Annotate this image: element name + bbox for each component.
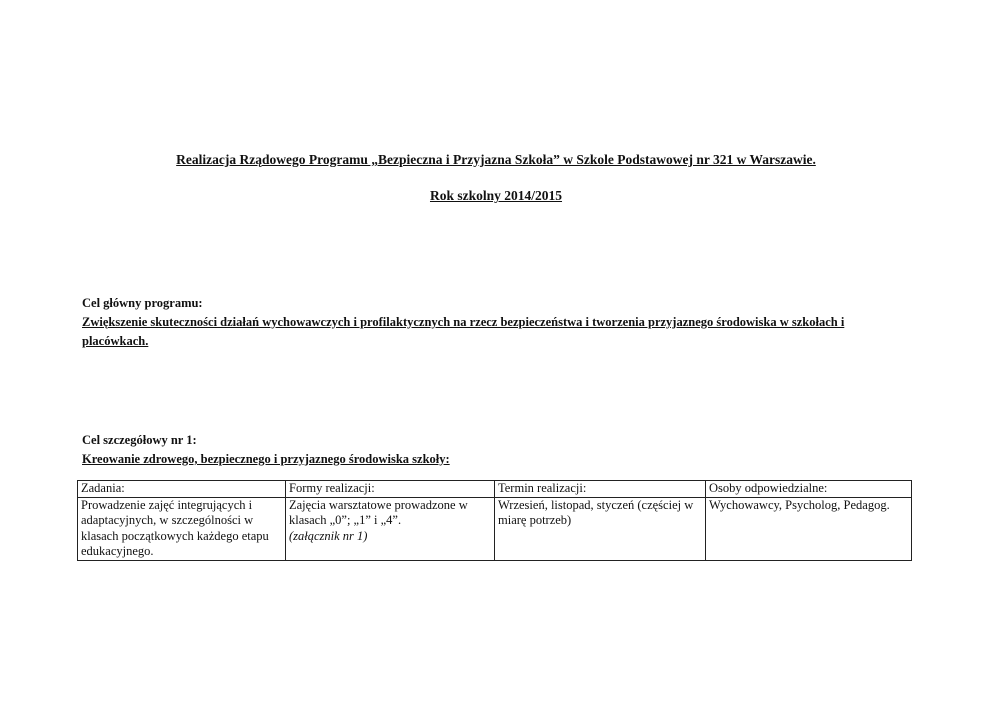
column-header-term: Termin realizacji: — [495, 481, 706, 498]
main-goal-heading: Cel główny programu: — [82, 296, 203, 310]
cell-term: Wrzesień, listopad, styczeń (częściej w miarę potrzeb) — [495, 497, 706, 560]
cell-task: Prowadzenie zajęć integrujących i adaptacyjnych, w szczególności w klasach początkowych każdego etapu edukacyjnego. — [78, 497, 286, 560]
tasks-table — [77, 480, 912, 561]
specific-goal-section — [82, 431, 902, 469]
specific-goal-text: Kreowanie zdrowego, bezpiecznego i przyjaznego środowiska szkoły: — [82, 452, 450, 466]
cell-form — [286, 497, 495, 560]
column-header-tasks: Zadania: — [78, 481, 286, 498]
cell-form-text: Zajęcia warsztatowe prowadzone w klasach „0”; „1” i „4”. — [289, 497, 468, 527]
cell-responsible: Wychowawcy, Psycholog, Pedagog. — [706, 497, 912, 560]
specific-goal-heading: Cel szczegółowy nr 1: — [82, 433, 197, 447]
table-row — [78, 497, 912, 560]
main-goal-section — [82, 294, 902, 351]
school-year: Rok szkolny 2014/2015 — [429, 188, 563, 203]
main-goal-text: Zwiększenie skuteczności działań wychowawczych i profilaktycznych na rzecz bezpieczeństwa i tworzenia przyjaznego środowiska w szkołach i placówkach. — [82, 315, 845, 348]
column-header-responsible: Osoby odpowiedzialne: — [706, 481, 912, 498]
column-header-forms: Formy realizacji: — [286, 481, 495, 498]
document-title: Realizacja Rządowego Programu „Bezpieczna i Przyjazna Szkoła” w Szkole Podstawowej nr 321 w Warszawie. — [176, 152, 816, 167]
table-header-row — [78, 481, 912, 498]
cell-form-note: (załącznik nr 1) — [289, 528, 368, 543]
